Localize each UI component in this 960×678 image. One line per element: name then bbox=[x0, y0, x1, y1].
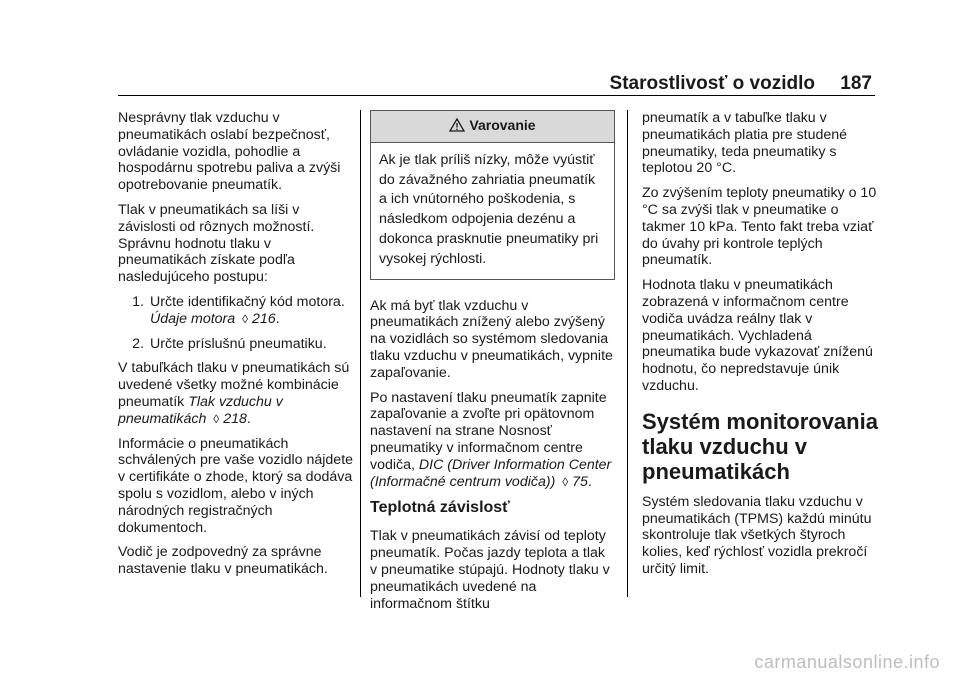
chapter-title: Starostlivosť o vozidlo bbox=[609, 73, 815, 94]
warning-title: Varovanie bbox=[469, 117, 536, 133]
step-text: Určte identifikačný kód motora. bbox=[150, 293, 345, 310]
page-reference[interactable] bbox=[213, 411, 247, 427]
section-heading: Teplotná závislosť bbox=[370, 499, 510, 517]
paragraph: Ak má byť tlak vzduchu v pneumatikách znížený alebo zvýšený na vozidlách so systémom sledovania tlaku vzduchu v pneumatikách, vypnite zapaľovanie. bbox=[370, 297, 613, 381]
punctuation: . bbox=[246, 410, 251, 427]
warning-header bbox=[371, 111, 614, 143]
steps-list bbox=[118, 294, 354, 352]
paragraph: Tlak v pneumatikách závisí od teploty pneumatík. Počas jazdy teplota a tlak v pneumatike stúpajú. Hodnoty tlaku v pneumatikách uvedené na informačnom štítku bbox=[370, 528, 610, 612]
cross-reference-link[interactable]: DIC (Driver Information Center (Informačné centrum vodiča)) bbox=[370, 456, 612, 490]
list-text: Určte príslušnú pneumatiku. bbox=[150, 335, 327, 352]
watermark: carmanualsonline.info bbox=[754, 652, 940, 672]
cross-reference-link[interactable]: Tlak vzduchu v pneumatikách bbox=[118, 393, 283, 427]
paragraph-text: Po nastavení tlaku pneumatík zapnite zapaľovanie a zvoľte pri opätovnom nastavení na strane Nosnosť pneumatiky v informačnom centre vodiča, bbox=[370, 389, 607, 473]
page-number: 187 bbox=[840, 73, 872, 94]
column-divider-left bbox=[360, 110, 361, 597]
warning-triangle-icon bbox=[449, 118, 465, 132]
warning-box bbox=[370, 110, 615, 280]
warning-text: Ak je tlak príliš nízky, môže vyústiť do závažného zahriatia pneumatík a ich vnútorného poškodenia, s následkom odpojenia dezénu a dokonca prasknutie pneumatiky pri vysokej rýchlosti. bbox=[379, 151, 599, 267]
paragraph bbox=[370, 390, 615, 491]
punctuation: . bbox=[587, 473, 592, 490]
reference-page: 216 bbox=[252, 310, 276, 327]
page-reference[interactable] bbox=[562, 474, 588, 490]
paragraph: Systém sledovania tlaku vzduchu v pneumatikách (TPMS) každú minútu skontroluje tlak všetkých štyroch kolies, keď rýchlosť vozidla prekročí určitý limit. bbox=[642, 493, 872, 577]
list-number: 1. bbox=[132, 293, 144, 310]
list-text bbox=[150, 294, 354, 328]
paragraph: Zo zvýšením teploty pneumatiky o 10 °C sa zvýši tlak v pneumatike o takmer 10 kPa. Tento fakt treba vziať do úvahy pri kontrole teplých pneumatík. bbox=[642, 185, 877, 269]
reference-page: 218 bbox=[223, 410, 247, 427]
page-reference-arrow-icon: ◊ bbox=[213, 411, 220, 426]
list-item bbox=[118, 336, 354, 353]
paragraph: Vodič je zodpovedný za správne nastavenie tlaku v pneumatikách. bbox=[118, 544, 328, 578]
page-reference-arrow-icon: ◊ bbox=[242, 311, 249, 326]
reference-page: 75 bbox=[572, 473, 588, 490]
page-reference-arrow-icon: ◊ bbox=[562, 474, 569, 489]
list-item bbox=[118, 294, 354, 328]
paragraph bbox=[118, 360, 354, 427]
paragraph: Tlak v pneumatikách sa líši v závislosti od rôznych možností. Správnu hodnotu tlaku v pneumatikách získate podľa nasledujúceho postupu: bbox=[118, 201, 315, 286]
paragraph: Hodnota tlaku v pneumatikách zobrazená v informačnom centre vodiča uvádza reálny tlak v pneumatikách. Vychladená pneumatika bude vykazovať zníženú hodnotu, čo nepredstavuje únik vzduchu. bbox=[642, 277, 873, 394]
column-middle bbox=[370, 110, 615, 620]
cross-reference-link[interactable]: Údaje motora bbox=[150, 310, 236, 327]
section-heading: Systém monitorovania tlaku vzduchu v pneumatikách bbox=[642, 408, 878, 484]
page-header bbox=[118, 65, 875, 96]
paragraph: Nesprávny tlak vzduchu v pneumatikách oslabí bezpečnosť, ovládanie vozidla, pohodlie a hospodárnu spotrebu paliva a zvýši opotrebovanie pneumatík. bbox=[118, 110, 341, 194]
column-right bbox=[642, 110, 882, 586]
paragraph: Informácie o pneumatikách schválených pre vaše vozidlo nájdete v certifikáte o zhode, ktorý sa dodáva spolu s vozidlom, alebo v iných národných registračných dokumentoch. bbox=[118, 435, 354, 536]
paragraph-text: V tabuľkách tlaku v pneumatikách sú uvedené všetky možné kombinácie pneumatík bbox=[118, 360, 350, 410]
column-left bbox=[118, 110, 354, 586]
column-divider-right bbox=[627, 110, 628, 597]
paragraph: pneumatík a v tabuľke tlaku v pneumatikách platia pre studené pneumatiky, teda pneumatiky s teplotou 20 °C. bbox=[642, 110, 848, 177]
list-number: 2. bbox=[132, 335, 144, 352]
punctuation: . bbox=[275, 310, 280, 327]
page-reference[interactable] bbox=[242, 311, 276, 327]
